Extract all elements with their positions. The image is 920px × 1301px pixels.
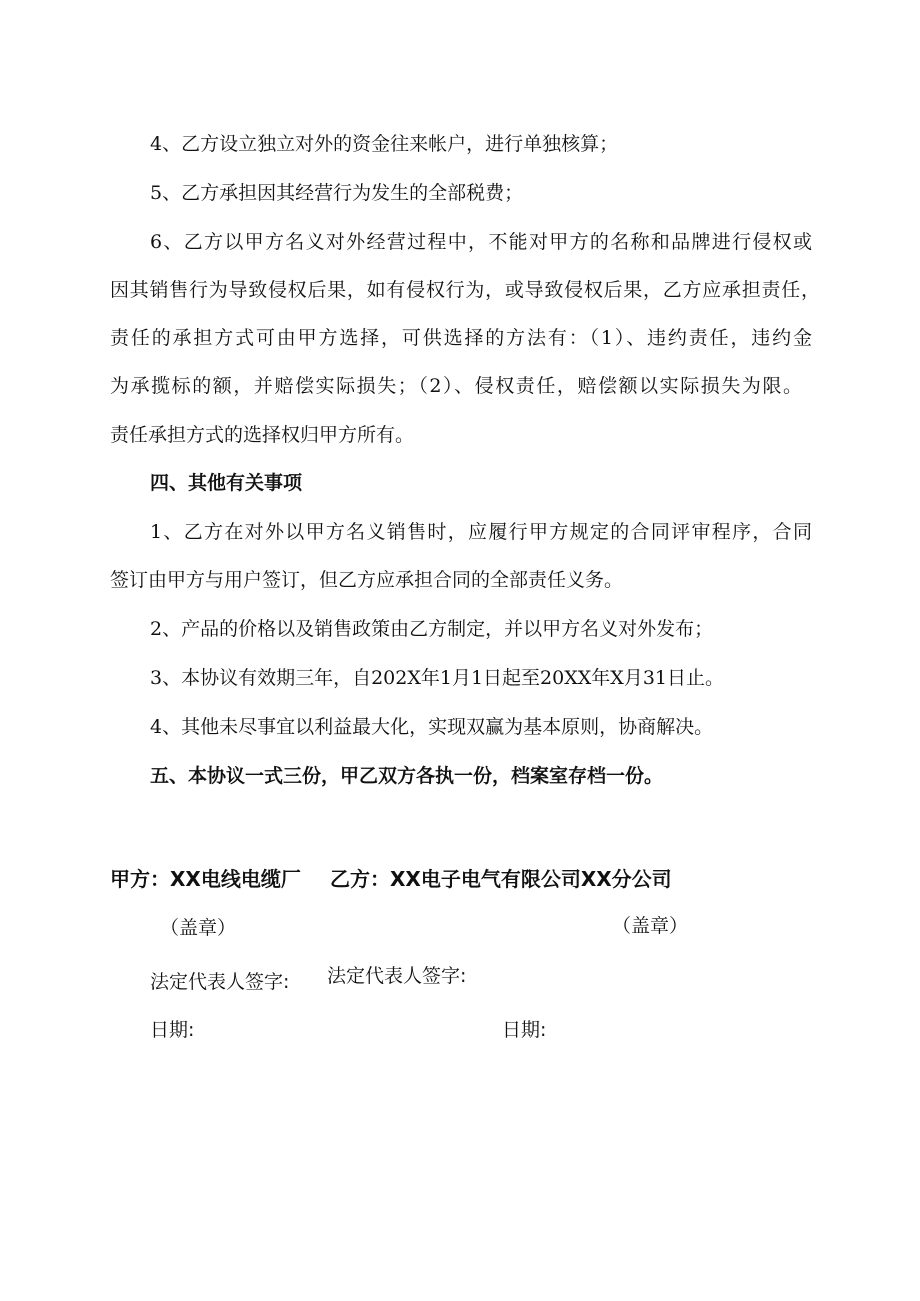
party-a-name: 甲方：XX电线电缆厂 [110,867,301,891]
section-4-heading: 四、其他有关事项 [150,472,303,494]
section-5: 五、本协议一式三份，甲乙双方各执一份，档案室存档一份。 [150,765,664,787]
clause-6-line-5: 责任承担方式的选择权归甲方所有。 [110,424,415,446]
clause-4: 4、乙方设立独立对外的资金往来帐户，进行单独核算； [150,133,619,155]
section-4-item-1-line-2: 签订由甲方与用户签订，但乙方应承担合同的全部责任义务。 [110,569,624,591]
party-a-rep-signature: 法定代表人签字: [150,971,290,993]
section-4-item-2: 2、产品的价格以及销售政策由乙方制定，并以甲方名义对外发布； [150,618,714,640]
party-a-date: 日期: [150,1019,195,1041]
section-4-item-3: 3、本协议有效期三年，自202X年1月1日起至20XX年X月31日止。 [150,667,724,689]
party-b-name: 乙方：XX电子电气有限公司XX分公司 [330,867,672,891]
party-b-date: 日期: [502,1019,547,1041]
party-a-seal: （盖章） [160,917,237,939]
party-b-rep-signature: 法定代表人签字: [327,965,467,987]
clause-5: 5、乙方承担因其经营行为发生的全部税费； [150,182,524,204]
party-b-seal: （盖章） [612,915,689,937]
clause-6-line-1: 6、乙方以甲方名义对外经营过程中，不能对甲方的名称和品牌进行侵权或 [150,231,812,253]
section-4-item-4: 4、其他未尽事宜以利益最大化，实现双赢为基本原则，协商解决。 [150,716,714,738]
section-4-item-1-line-1: 1、乙方在对外以甲方名义销售时，应履行甲方规定的合同评审程序，合同 [150,521,812,543]
clause-6-line-4: 为承揽标的额，并赔偿实际损失；（2）、侵权责任，赔偿额以实际损失为限。 [110,375,802,397]
clause-6-line-3: 责任的承担方式可由甲方选择，可供选择的方法有：（1）、违约责任，违约金 [110,327,812,349]
clause-6-line-2: 因其销售行为导致侵权后果，如有侵权行为，或导致侵权后果，乙方应承担责任， [110,279,820,301]
